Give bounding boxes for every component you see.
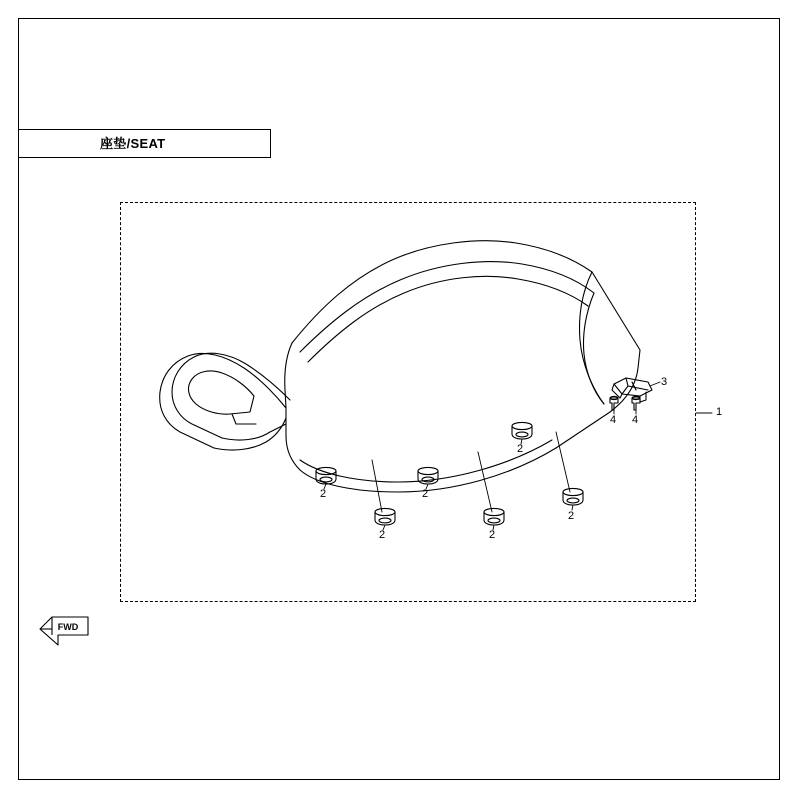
callout-2-b: 2 [379,529,386,541]
svg-text:FWD: FWD [57,622,79,632]
title-block-label: 座垫/SEAT [100,136,166,151]
callout-4-right: 4 [632,414,639,426]
callout-3: 3 [661,376,668,388]
callout-4-left: 4 [610,414,617,426]
callout-2-d: 2 [489,529,496,541]
callout-1: 1 [716,406,723,418]
callout-2-c: 2 [422,488,429,500]
callout-2-e: 2 [517,443,524,455]
callout-2-f: 2 [568,510,575,522]
callout-2-a: 2 [320,488,327,500]
fwd-direction-icon [38,615,92,647]
